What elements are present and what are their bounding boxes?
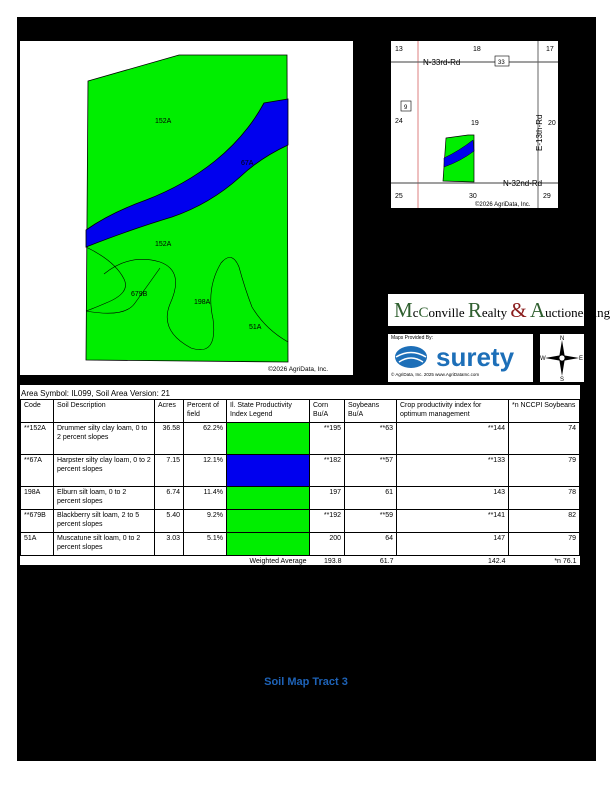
blank-cell bbox=[184, 556, 227, 568]
cell-legend-swatch bbox=[227, 455, 310, 487]
compass-w: W bbox=[540, 356, 546, 362]
logo-letter: c bbox=[412, 305, 419, 320]
logo-ampersand: & bbox=[510, 298, 527, 322]
compass-e: E bbox=[579, 356, 584, 362]
col-acres: Acres bbox=[155, 400, 184, 423]
cell-description: Drummer silty clay loam, 0 to 2 percent slopes bbox=[54, 423, 155, 455]
logo-text: ealty bbox=[481, 305, 511, 320]
soil-label: 67A bbox=[241, 160, 254, 167]
cell-percent: 9.2% bbox=[184, 510, 227, 533]
section-number: 17 bbox=[546, 46, 554, 53]
table-row bbox=[21, 533, 580, 556]
logo-text: uctioneering bbox=[545, 305, 611, 320]
route-shield: 9 bbox=[404, 105, 408, 111]
location-map-drawing bbox=[391, 41, 558, 208]
weighted-average-row bbox=[21, 556, 580, 568]
soil-label: 51A bbox=[249, 324, 262, 331]
logo-letter: A bbox=[529, 298, 546, 322]
cell-corn: **182 bbox=[310, 455, 345, 487]
table-row bbox=[21, 423, 580, 455]
cell-code: 51A bbox=[21, 533, 54, 556]
section-number: 19 bbox=[471, 120, 479, 127]
cell-cpi: 147 bbox=[397, 533, 509, 556]
col-soybeans: Soybeans Bu/A bbox=[345, 400, 397, 423]
cell-description: Elburn silt loam, 0 to 2 percent slopes bbox=[54, 487, 155, 510]
cell-cpi: **133 bbox=[397, 455, 509, 487]
cell-percent: 11.4% bbox=[184, 487, 227, 510]
cell-nccpi: 74 bbox=[509, 423, 580, 455]
cell-acres: 7.15 bbox=[155, 455, 184, 487]
soil-label: 152A bbox=[155, 241, 172, 248]
globe-icon bbox=[393, 344, 429, 370]
soil-table bbox=[20, 399, 580, 567]
cell-percent: 62.2% bbox=[184, 423, 227, 455]
soil-map bbox=[20, 41, 353, 375]
table-header-row bbox=[21, 400, 580, 423]
weighted-label: Weighted Average bbox=[249, 558, 307, 565]
col-percent: Percent of field bbox=[184, 400, 227, 423]
surety-badge bbox=[388, 334, 533, 382]
road-label: E-13th-Rd bbox=[535, 114, 544, 151]
logo-letter: R bbox=[467, 298, 482, 322]
cell-soybeans: **59 bbox=[345, 510, 397, 533]
cell-code: **152A bbox=[21, 423, 54, 455]
cell-nccpi: 82 bbox=[509, 510, 580, 533]
cell-legend-swatch bbox=[227, 487, 310, 510]
location-map bbox=[391, 41, 558, 208]
blank-cell bbox=[155, 556, 184, 568]
section-number: 24 bbox=[395, 118, 403, 125]
col-cpi: Crop productivity index for optimum management bbox=[397, 400, 509, 423]
cell-corn: 200 bbox=[310, 533, 345, 556]
area-symbol: Area Symbol: IL099, Soil Area Version: 21 bbox=[21, 389, 170, 398]
map-credit: ©2026 AgriData, Inc. bbox=[268, 366, 329, 373]
section-number: 13 bbox=[395, 46, 403, 53]
cell-cpi: 143 bbox=[397, 487, 509, 510]
page-title: Soil Map Tract 3 bbox=[264, 676, 348, 688]
cell-percent: 12.1% bbox=[184, 455, 227, 487]
surety-wordmark: surety bbox=[436, 342, 515, 372]
cell-nccpi: 78 bbox=[509, 487, 580, 510]
cell-soybeans: 64 bbox=[345, 533, 397, 556]
col-legend: Il. State Productivity Index Legend bbox=[227, 400, 310, 423]
surety-footer: © AgriData, Inc. 2025 www.AgriDataInc.com bbox=[391, 372, 480, 377]
cell-nccpi: 79 bbox=[509, 455, 580, 487]
cell-cpi: **141 bbox=[397, 510, 509, 533]
table-row bbox=[21, 487, 580, 510]
compass-s: S bbox=[560, 377, 565, 382]
table-row bbox=[21, 455, 580, 487]
logo-letter: M bbox=[394, 298, 413, 322]
blank-cell bbox=[54, 556, 155, 568]
cell-legend-swatch bbox=[227, 533, 310, 556]
col-description: Soil Description bbox=[54, 400, 155, 423]
section-number: 20 bbox=[548, 120, 556, 127]
route-shield: 33 bbox=[498, 60, 505, 66]
cell-corn: 197 bbox=[310, 487, 345, 510]
weighted-cpi: 142.4 bbox=[487, 558, 506, 565]
cell-legend-swatch bbox=[227, 423, 310, 455]
cell-acres: 6.74 bbox=[155, 487, 184, 510]
blank-cell bbox=[21, 556, 54, 568]
legend-swatch bbox=[227, 487, 309, 509]
logo-text: onville bbox=[428, 305, 468, 320]
cell-soybeans: **57 bbox=[345, 455, 397, 487]
col-corn: Corn Bu/A bbox=[310, 400, 345, 423]
cell-acres: 36.58 bbox=[155, 423, 184, 455]
cell-acres: 3.03 bbox=[155, 533, 184, 556]
logo-letter: C bbox=[418, 305, 429, 321]
cell-description: Harpster silty clay loam, 0 to 2 percent slopes bbox=[54, 455, 155, 487]
section-number: 30 bbox=[469, 193, 477, 200]
cell-acres: 5.40 bbox=[155, 510, 184, 533]
compass-icon bbox=[540, 334, 584, 382]
weighted-soybeans: 61.7 bbox=[379, 558, 394, 565]
cell-legend-swatch bbox=[227, 510, 310, 533]
section-number: 25 bbox=[395, 193, 403, 200]
section-number: 18 bbox=[473, 46, 481, 53]
road-label: N-33rd-Rd bbox=[423, 58, 461, 67]
cell-corn: **195 bbox=[310, 423, 345, 455]
cell-code: **67A bbox=[21, 455, 54, 487]
soil-label: 198A bbox=[194, 299, 211, 306]
weighted-corn: 193.8 bbox=[323, 558, 342, 565]
cell-code: 198A bbox=[21, 487, 54, 510]
col-nccpi: *n NCCPI Soybeans bbox=[509, 400, 580, 423]
table-row bbox=[21, 510, 580, 533]
cell-nccpi: 79 bbox=[509, 533, 580, 556]
cell-description: Blackberry silt loam, 2 to 5 percent slopes bbox=[54, 510, 155, 533]
legend-swatch bbox=[227, 423, 309, 454]
compass-n: N bbox=[560, 336, 565, 342]
cell-soybeans: **63 bbox=[345, 423, 397, 455]
legend-swatch bbox=[227, 455, 309, 486]
soil-label: 152A bbox=[155, 118, 172, 125]
soil-label: 679B bbox=[131, 291, 148, 298]
soil-map-drawing bbox=[20, 41, 353, 375]
cell-percent: 5.1% bbox=[184, 533, 227, 556]
col-code: Code bbox=[21, 400, 54, 423]
compass-rose bbox=[540, 334, 584, 382]
section-number: 29 bbox=[543, 193, 551, 200]
road-label: N-32nd-Rd bbox=[503, 179, 543, 188]
legend-swatch bbox=[227, 510, 309, 532]
soil-table-panel bbox=[20, 385, 580, 565]
cell-cpi: **144 bbox=[397, 423, 509, 455]
legend-swatch bbox=[227, 533, 309, 555]
cell-code: **679B bbox=[21, 510, 54, 533]
cell-description: Muscatune silt loam, 0 to 2 percent slopes bbox=[54, 533, 155, 556]
cell-corn: **192 bbox=[310, 510, 345, 533]
company-logo bbox=[388, 294, 611, 326]
weighted-nccpi: *n 76.1 bbox=[554, 558, 577, 565]
map-credit: ©2026 AgriData, Inc. bbox=[475, 202, 531, 208]
surety-caption: Maps Provided By: bbox=[391, 335, 433, 341]
cell-soybeans: 61 bbox=[345, 487, 397, 510]
